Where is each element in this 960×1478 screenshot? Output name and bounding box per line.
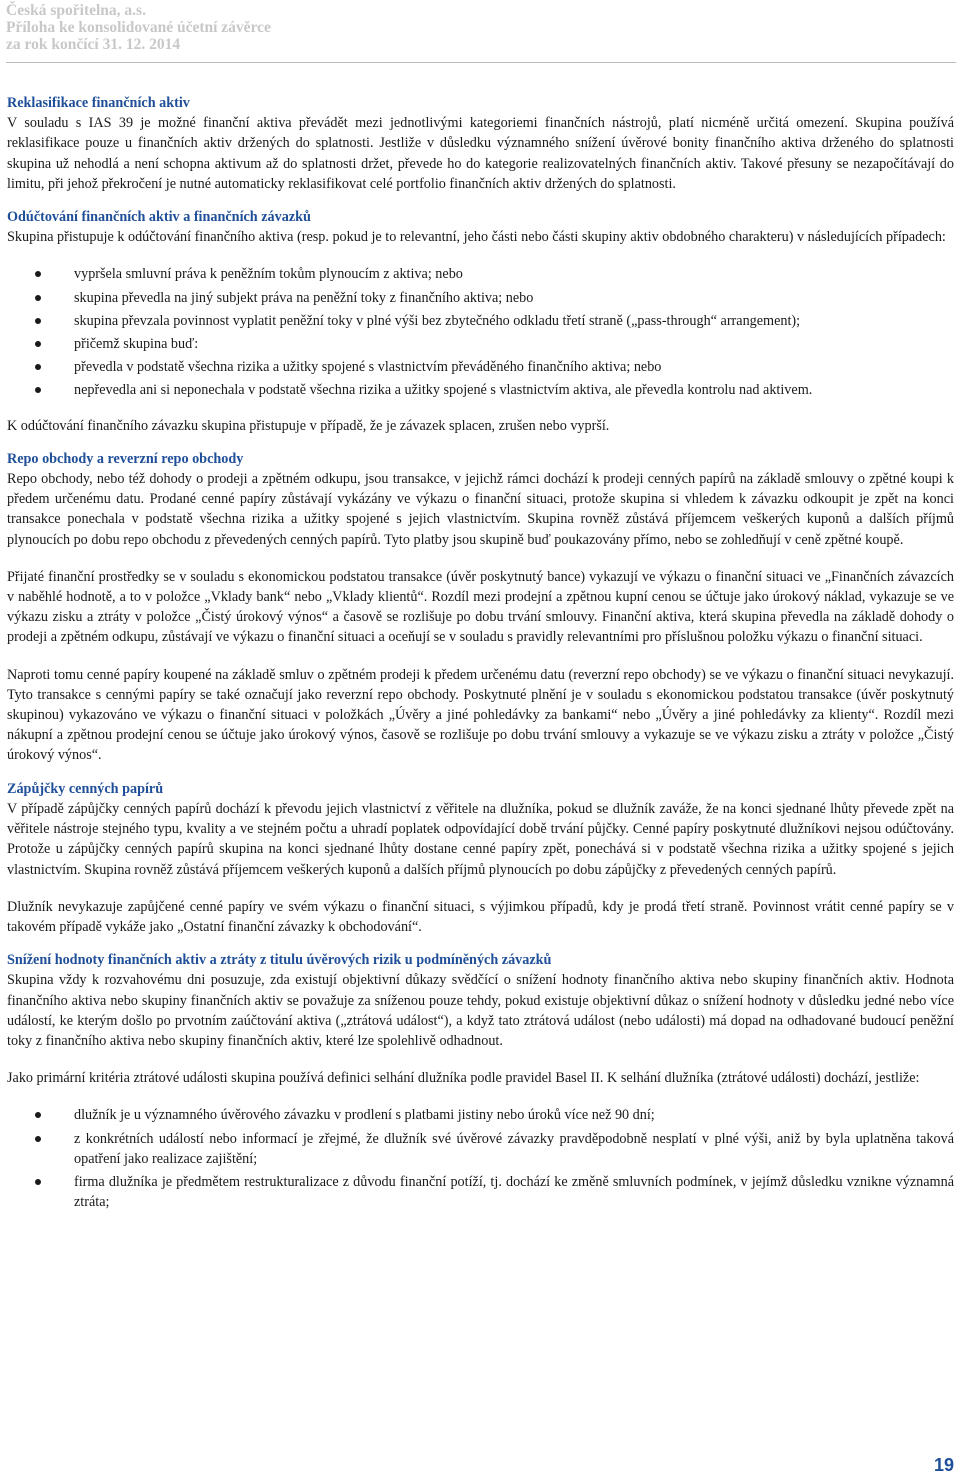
section-heading: Reklasifikace finančních aktiv xyxy=(7,95,190,111)
section-heading: Repo obchody a reverzní repo obchody xyxy=(7,450,244,467)
bullet-icon xyxy=(35,1136,41,1142)
list-item-text: dlužník je u významného úvěrového závazku v prodlení s platbami jistiny nebo úroků více než 90 dní; xyxy=(74,1107,655,1124)
section-repo xyxy=(7,449,954,766)
paragraph: Přijaté finanční prostředky se v souladu s ekonomickou podstatou transakce (úvěr poskytnutý bance) vykazují ve výkazu o finanční situaci ve „Finančních závazcích v naběhlé hodnotě, a to v položce „Vklady bank“ nebo „Vklady klientů“. Rozdíl mezi prodejní a zpětnou kupní cenou se účtuje jako úrokový náklad, vykazuje se ve výkazu zisku a ztráty v položce „Čistý úrokový výnos“ a časově se rozlišuje po dobu trvání smlouvy. Finanční aktiva, která skupina převedla na základě dohody o prodeji a zpětném odkupu, zůstávají ve výkazu o finanční situaci a oceňují se v souladu s pravidly relevantními pro příslušnou položku výkazu o finanční situaci. xyxy=(7,568,954,646)
bullet-icon xyxy=(35,271,41,277)
bullet-icon xyxy=(35,387,41,393)
list-item-text: z konkrétních událostí nebo informací je zřejmé, že dlužník své úvěrové závazky pravděpodobně nesplatí v plné výši, aniž by byla uplatněna taková opatření jako realizace zajištění; xyxy=(74,1130,954,1167)
document-body xyxy=(7,93,954,1225)
spacer xyxy=(7,1088,954,1105)
bullet-icon xyxy=(35,341,41,347)
section-heading: Snížení hodnoty finančních aktiv a ztráty z titulu úvěrových rizik u podmíněných závazků xyxy=(7,952,552,969)
list-item-text: přičemž skupina buď: xyxy=(74,336,199,353)
list-item xyxy=(7,380,954,400)
bullet-icon xyxy=(35,318,41,324)
list-item xyxy=(7,311,954,331)
list-item xyxy=(7,334,954,354)
page-header xyxy=(6,2,271,53)
section-heading: Odúčtování finančních aktiv a finančních závazků xyxy=(7,209,311,226)
list-item xyxy=(7,288,954,308)
list-item-text: skupina převedla na jiný subjekt práva na peněžní toky z finančního aktiva; nebo xyxy=(74,289,534,306)
bullet-icon xyxy=(35,1179,41,1185)
default-criteria-list xyxy=(7,1105,954,1212)
bullet-icon xyxy=(35,1112,41,1118)
section-securities-lending xyxy=(7,779,954,937)
list-item-text: vypršela smluvní práva k peněžním tokům plynoucím z aktiva; nebo xyxy=(74,266,463,283)
list-item xyxy=(7,1172,954,1212)
section-reclassification xyxy=(7,93,954,194)
paragraph: V případě zápůjčky cenných papírů dochází k převodu jejich vlastnictví z věřitele na dlužníka, pokud se dlužník zaváže, že na konci sjednané lhůty převede zpět na věřitele nástroje stejného typu, kvality a ve stejném počtu a uhradí poplatek odpovídající době trvání půjčky. Cenné papíry poskytnuté dlužníkovi nejsou odúčtovány. Protože u zápůjčky cenných papírů skupina na konci sjednané lhůty dostane cenné papíry zpět, ponechává si v podstatě všechna rizika a užitky spojené s jejich vlastnictvím. Skupina rovněž zůstává příjemcem veškerých kuponů a dalších příjmů plynoucích po dobu zápůjčky z převedených cenných papírů. xyxy=(7,800,954,878)
header-period: za rok končící 31. 12. 2014 xyxy=(6,36,181,53)
paragraph: Naproti tomu cenné papíry koupené na základě smluv o zpětném prodeji k předem určenému datu (reverzní repo obchody) se ve výkazu o finanční situaci nevykazují. Tyto transakce s cennými papíry se také označují jako reverzní repo obchody. Poskytnuté plnění je v souladu s ekonomickou podstatou transakce (úvěr poskytnutý skupinou) vykazováno ve výkazu o finanční situaci v položkách „Úvěry a jiné pohledávky za bankami“ nebo „Úvěry a jiné pohledávky za klienty“. Rozdíl mezi nákupní a zpětnou prodejní cenou se účtuje jako úrokový výnos, časově se rozlišuje po dobu trvání smlouvy a vykazuje se ve výkazu zisku a ztráty v položce „Čistý úrokový výnos“. xyxy=(7,666,954,764)
bullet-icon xyxy=(35,364,41,370)
list-item xyxy=(7,1129,954,1169)
spacer xyxy=(7,404,954,416)
spacer xyxy=(7,1051,954,1068)
paragraph: Skupina přistupuje k odúčtování finančního aktiva (resp. pokud je to relevantní, jeho části nebo části skupiny aktiv obdobného charakteru) v následujících případech: xyxy=(7,229,946,246)
header-divider xyxy=(6,62,956,63)
bullet-icon xyxy=(35,295,41,301)
page-number: 19 xyxy=(933,1455,954,1475)
paragraph: V souladu s IAS 39 je možné finanční aktiva převádět mezi jednotlivými kategoriemi finančních nástrojů, platí nicméně určitá omezení. Skupina používá reklasifikace pouze u finančních aktiv držených do splatnosti. Jestliže v důsledku významného snížení úvěrové bonity finančního aktiva drženého do splatnosti skupina už nehodlá a není schopna aktivum až do splatnosti držet, převede ho do kategorie realizovatelných finančních aktiv. Takové přesuny se nezapočítávají do limitu, při jehož překročení je nutné automaticky reklasifikovat celé portfolio finančních aktiv držených do splatnosti. xyxy=(7,115,954,192)
paragraph: Jako primární kritéria ztrátové události skupina používá definici selhání dlužníka podle pravidel Basel II. K selhání dlužníka (ztrátové události) dochází, jestliže: xyxy=(7,1070,920,1087)
spacer xyxy=(7,648,954,665)
list-item-text: firma dlužníka je předmětem restrukturalizace z důvodu finanční potíží, tj. dochází ke změně smluvních podmínek, v jejímž důsledku vznikne významná ztráta; xyxy=(74,1173,954,1211)
paragraph: Skupina vždy k rozvahovému dni posuzuje, zda existují objektivní důkazy svědčící o snížení hodnoty finančního aktiva nebo skupiny finančních aktiv. Hodnota finančního aktiva nebo skupiny finančních aktiv se považuje za sníženou pouze tehdy, pokud existuje objektivní důkaz o snížení hodnoty v důsledku jedné nebo více událostí, ke kterým došlo po prvotním zaúčtování aktiva („ztrátová událost“), a když tato ztrátová událost (nebo události) má dopad na odhadované budoucí peněžní toky z finančního aktiva nebo skupiny finančních aktiv, které lze spolehlivě odhadnout. xyxy=(7,972,954,1049)
list-item-text: nepřevedla ani si neponechala v podstatě všechna rizika a užitky spojené s vlastnictvím aktiva, ale převedla kontrolu nad aktivem. xyxy=(74,382,813,399)
list-item xyxy=(7,357,954,377)
paragraph: Dlužník nevykazuje zapůjčené cenné papíry ve svém výkazu o finanční situaci, s výjimkou případů, kdy je prodá třetí straně. Povinnost vrátit cenné papíry se v takovém případě vykáže jako „Ostatní finanční závazky k obchodování“. xyxy=(7,898,954,935)
paragraph: Repo obchody, nebo též dohody o prodeji a zpětném odkupu, jsou transakce, v jejichž rámci dochází k prodeji cenných papírů na základě smlouvy o zpětné koupi k předem určenému datu. Prodané cenné papíry zůstávají vykázány ve výkazu o finanční situaci, protože skupina si vhledem k závazku odkoupit je zpět na konci transakce ponechala v podstatě všechna rizika a užitky spojené s jejich vlastnictvím. Skupina rovněž zůstává příjemcem veškerých kuponů a dalších příjmů plynoucích po dobu repo obchodu z převedených cenných papírů. Tyto platby jsou skupině buď poukazovány přímo, nebo se zohledňují v ceně zpětné koupě. xyxy=(7,471,954,548)
header-document-title: Příloha ke konsolidované účetní závěrce xyxy=(6,19,271,36)
section-heading: Zápůjčky cenných papírů xyxy=(7,780,164,797)
section-impairment xyxy=(7,950,954,1212)
derecognition-conditions-list xyxy=(7,264,954,400)
list-item xyxy=(7,264,954,284)
spacer xyxy=(7,247,954,264)
header-company: Česká spořitelna, a.s. xyxy=(6,2,146,19)
list-item xyxy=(7,1105,954,1125)
list-item-text: skupina převzala povinnost vyplatit peněžní toky v plné výši bez zbytečného odkladu třetí straně („pass-through“ arrangement); xyxy=(74,312,801,329)
spacer xyxy=(7,550,954,567)
paragraph: K odúčtování finančního závazku skupina přistupuje v případě, že je závazek splacen, zrušen nebo vyprší. xyxy=(7,417,610,434)
list-item-text: převedla v podstatě všechna rizika a užitky spojené s vlastnictvím převáděného finančního aktiva; nebo xyxy=(74,359,662,376)
section-derecognition xyxy=(7,207,954,436)
spacer xyxy=(7,880,954,897)
